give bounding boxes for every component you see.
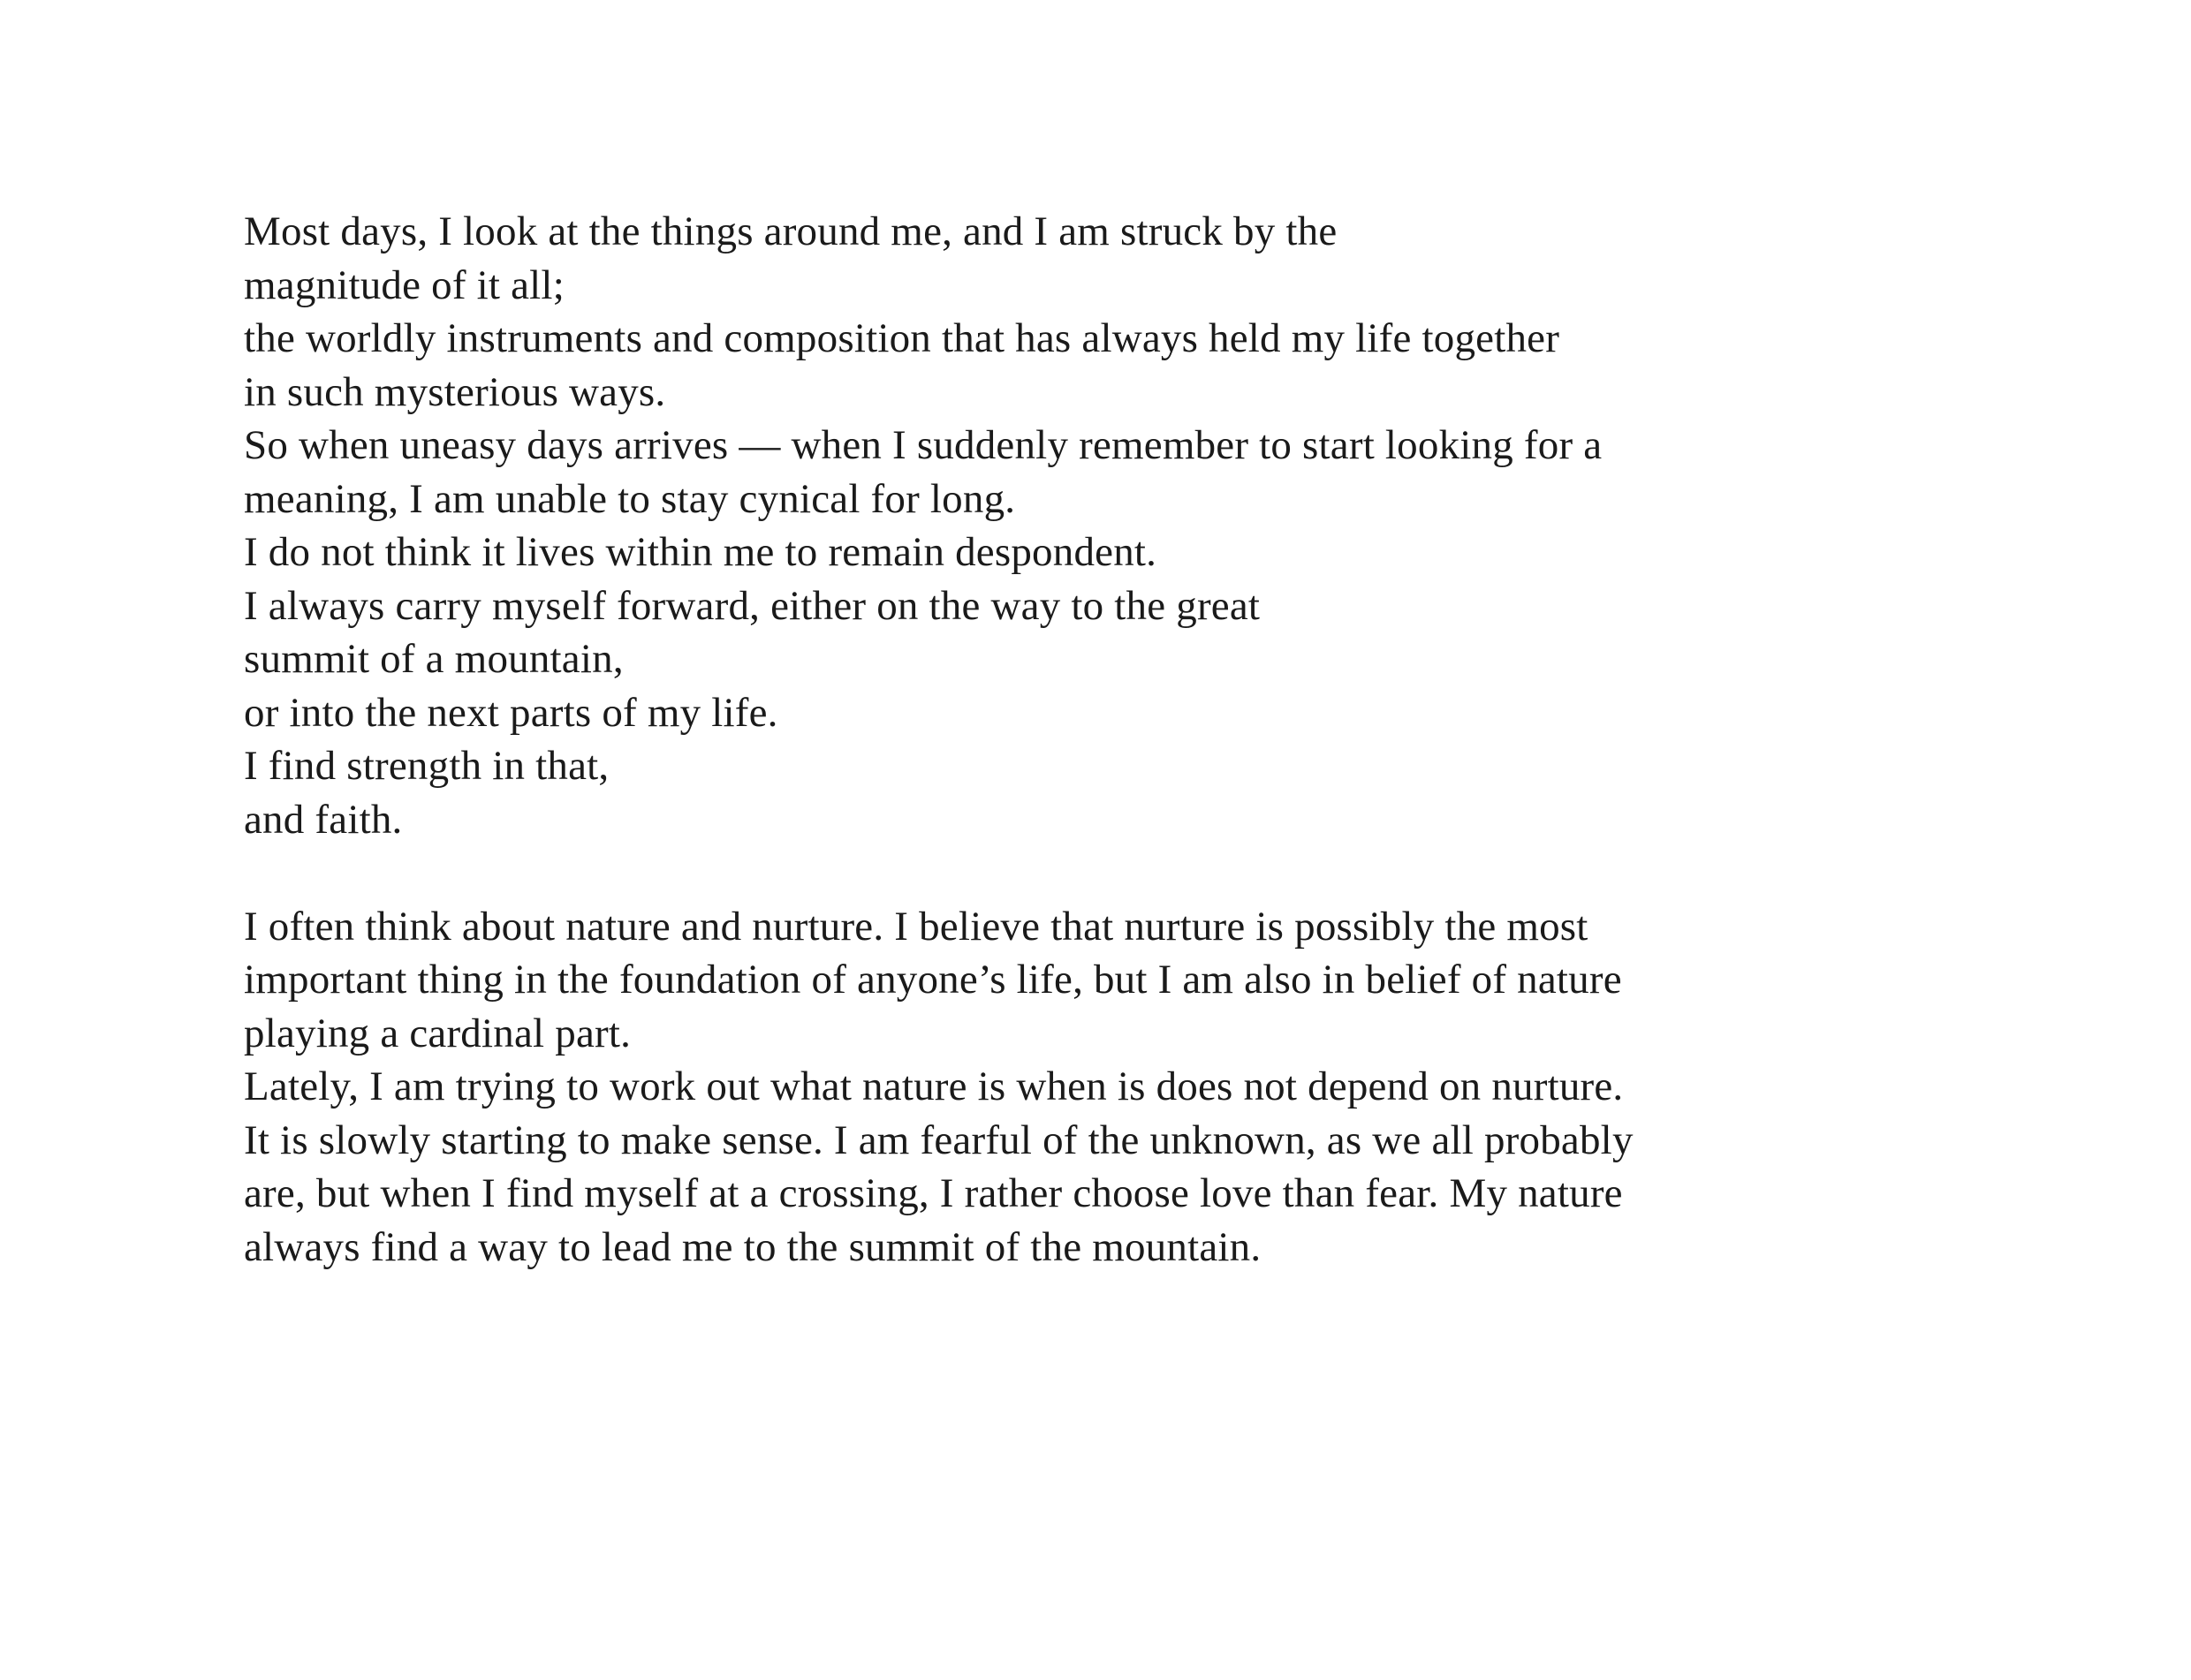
text-line: I often think about nature and nurture. I believe that nurture is possibly the most bbox=[244, 903, 1588, 950]
text-line: magnitude of it all; bbox=[244, 261, 565, 308]
text-line: I always carry myself forward, either on the way to the great bbox=[244, 582, 1261, 629]
text-line: are, but when I find myself at a crossing, I rather choose love than fear. My nature bbox=[244, 1170, 1623, 1216]
document-body-text bbox=[244, 205, 1799, 1274]
text-line: I do not think it lives within me to remain despondent. bbox=[244, 529, 1157, 575]
text-line: meaning, I am unable to stay cynical for long. bbox=[244, 475, 1016, 522]
text-line: in such mysterious ways. bbox=[244, 368, 666, 415]
text-line: Most days, I look at the things around me, and I am struck by the bbox=[244, 208, 1338, 254]
stanza-1 bbox=[244, 205, 1799, 846]
paragraph-2 bbox=[244, 900, 1799, 1275]
paragraph-spacer bbox=[244, 846, 1799, 900]
text-line: or into the next parts of my life. bbox=[244, 689, 778, 736]
text-line: So when uneasy days arrives — when I suddenly remember to start looking for a bbox=[244, 422, 1603, 468]
text-line: important thing in the foundation of anyone’s life, but I am also in belief of nature bbox=[244, 957, 1622, 1003]
text-line: summit of a mountain, bbox=[244, 636, 624, 682]
text-line: the worldly instruments and composition that has always held my life together bbox=[244, 315, 1560, 361]
text-line: and faith. bbox=[244, 796, 403, 843]
text-line: It is slowly starting to make sense. I am fearful of the unknown, as we all probably bbox=[244, 1116, 1634, 1163]
text-line: always find a way to lead me to the summit of the mountain. bbox=[244, 1223, 1262, 1270]
text-line: playing a cardinal part. bbox=[244, 1010, 632, 1056]
text-line: I find strength in that, bbox=[244, 743, 610, 789]
text-line: Lately, I am trying to work out what nature is when is does not depend on nurture. bbox=[244, 1063, 1624, 1109]
